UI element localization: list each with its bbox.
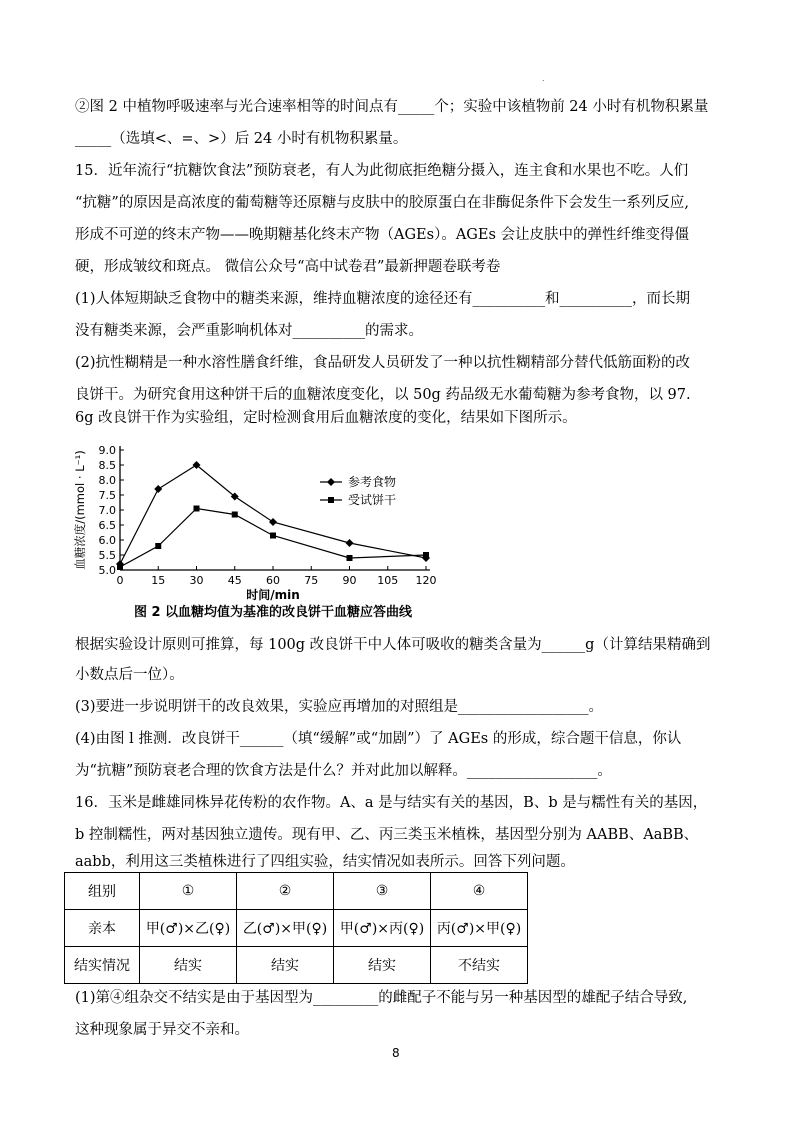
- legend-label: 受试饼干: [348, 493, 397, 507]
- chart-legend: [320, 474, 396, 507]
- table-cell: 甲(♂)×乙(♀): [140, 910, 237, 947]
- corner-mark: .: [542, 74, 545, 83]
- question-16-line: b 控制糯性，两对基因独立遗传。现有甲、乙、丙三类玉米植株，基因型分别为 AABB、AaBB、: [75, 827, 699, 843]
- blood-glucose-chart: [70, 438, 450, 623]
- x-tick-label: 60: [266, 574, 280, 587]
- chart-axes: [120, 446, 430, 570]
- data-point: [232, 512, 238, 518]
- data-point: [327, 478, 335, 486]
- experiment-table: [64, 872, 528, 984]
- question-15-part-4: 为“抗糖”预防衰老合理的饮食方法是什么？并对此加以解释。__________________。: [75, 763, 612, 779]
- question-15-part-1: 没有糖类来源，会严重影响机体对__________的需求。: [75, 323, 423, 339]
- data-point: [155, 543, 161, 549]
- question-16-line: 16．玉米是雌雄同株异花传粉的农作物。A、a 是与结实有关的基因，B、b 是与糯性有关的基因，: [75, 795, 708, 811]
- question-16-line: aabb，利用这三类植株进行了四组实验，结实情况如表所示。回答下列问题。: [75, 854, 575, 870]
- chart-caption: 图 2 以血糖均值为基准的改良饼干血糖应答曲线: [133, 605, 413, 620]
- table-cell: 结实: [237, 947, 334, 984]
- y-tick-label: 9.0: [98, 444, 116, 457]
- question-15-line: 15．近年流行“抗糖饮食法”预防衰老，有人为此彻底拒绝糖分摄入，连主食和水果也不吃。人们: [75, 163, 689, 179]
- x-tick-label: 45: [227, 574, 242, 587]
- question-15-line: 硬，形成皱纹和斑点。 微信公众号“高中试卷君”最新押题卷联考卷: [75, 259, 501, 275]
- x-tick-label: 105: [377, 574, 399, 587]
- y-tick-label: 7.0: [98, 504, 116, 517]
- question-16-part-1: (1)第④组杂交不结实是由于基因型为_________的雌配子不能与另一种基因型的雄配子结合导致,: [75, 990, 688, 1006]
- x-tick-label: 0: [116, 574, 124, 587]
- x-tick-label: 15: [151, 574, 166, 587]
- question-15-part-2: 根据实验设计原则可推算，每 100g 改良饼干中人体可吸收的糖类含量为______g（计算结果精确到: [75, 637, 711, 653]
- x-tick-label: 75: [304, 574, 319, 587]
- table-cell: 乙(♂)×甲(♀): [237, 910, 334, 947]
- data-point: [328, 497, 334, 503]
- question-15-part-2: 良饼干。为研究食用这种饼干后的血糖浓度变化，以 50g 药品级无水葡萄糖为参考食物，以 97.: [75, 387, 691, 403]
- table-cell: 甲(♂)×丙(♀): [334, 910, 431, 947]
- table-header-cell: ③: [334, 873, 431, 910]
- table-cell: 结实情况: [65, 947, 140, 984]
- data-point: [347, 555, 353, 561]
- x-axis-label: 时间/min: [246, 588, 300, 602]
- y-tick-label: 6.0: [98, 534, 116, 547]
- question-line: _____（选填<、=、>）后 24 小时有机物积累量。: [75, 131, 408, 147]
- data-point: [154, 485, 162, 493]
- x-tick-label: 120: [415, 574, 437, 587]
- question-15-part-2: (2)抗性糊精是一种水溶性膳食纤维，食品研发人员研发了一种以抗性糊精部分替代低筋面粉的改: [75, 355, 691, 371]
- y-tick-label: 7.5: [98, 489, 116, 502]
- table-header-cell: ①: [140, 873, 237, 910]
- data-point: [269, 518, 277, 526]
- table-cell: 不结实: [431, 947, 528, 984]
- table-header-cell: 组别: [65, 873, 140, 910]
- data-point: [194, 506, 200, 512]
- x-tick-label: 30: [189, 574, 204, 587]
- data-point: [423, 552, 429, 558]
- x-tick-label: 90: [342, 574, 357, 587]
- question-15-part-2: 小数点后一位）。: [75, 667, 184, 683]
- data-point: [117, 564, 123, 570]
- y-tick-label: 5.0: [98, 564, 116, 577]
- table-row: [65, 947, 528, 984]
- question-15-part-4: (4)由图 l 推测．改良饼干______（填“缓解”或“加剧”）了 AGEs 的形成，综合题干信息，你认: [75, 731, 682, 747]
- table-header-cell: ②: [237, 873, 334, 910]
- table-row: [65, 910, 528, 947]
- table-cell: 丙(♂)×甲(♀): [431, 910, 528, 947]
- table-cell: 结实: [140, 947, 237, 984]
- question-15-part-2: 6g 改良饼干作为实验组，定时检测食用后血糖浓度的变化，结果如下图所示。: [75, 410, 577, 426]
- data-point: [346, 539, 354, 547]
- y-tick-label: 8.0: [98, 474, 116, 487]
- x-ticks: [117, 566, 437, 587]
- y-tick-label: 6.5: [98, 519, 116, 532]
- question-line: ②图 2 中植物呼吸速率与光合速率相等的时间点有_____个；实验中该植物前 24 小时有机物积累量: [75, 99, 709, 115]
- table-header-cell: ④: [431, 873, 528, 910]
- data-point: [270, 533, 276, 539]
- y-tick-label: 8.5: [98, 459, 116, 472]
- y-tick-label: 5.5: [98, 549, 116, 562]
- table-cell: 结实: [334, 947, 431, 984]
- question-15-line: 形成不可逆的终末产物——晚期糖基化终末产物（AGEs）。AGEs 会让皮肤中的弹性纤维变得僵: [75, 227, 690, 243]
- question-15-part-1: (1)人体短期缺乏食物中的糖类来源，维持血糖浓度的途径还有__________和__________，而长期: [75, 291, 691, 307]
- table-header-row: [65, 873, 528, 910]
- page-number: 8: [392, 1046, 400, 1060]
- question-15-part-3: (3)要进一步说明饼干的改良效果，实验应再增加的对照组是__________________。: [75, 699, 604, 715]
- legend-label: 参考食物: [348, 475, 397, 489]
- question-15-line: “抗糖”的原因是高浓度的葡萄糖等还原糖与皮肤中的胶原蛋白在非酶促条件下会发生一系列反应,: [75, 195, 689, 211]
- y-axis-label: 血糖浓度/(mmol · L⁻¹): [73, 450, 87, 570]
- table-cell: 亲本: [65, 910, 140, 947]
- question-16-part-1: 这种现象属于异交不亲和。: [75, 1022, 249, 1038]
